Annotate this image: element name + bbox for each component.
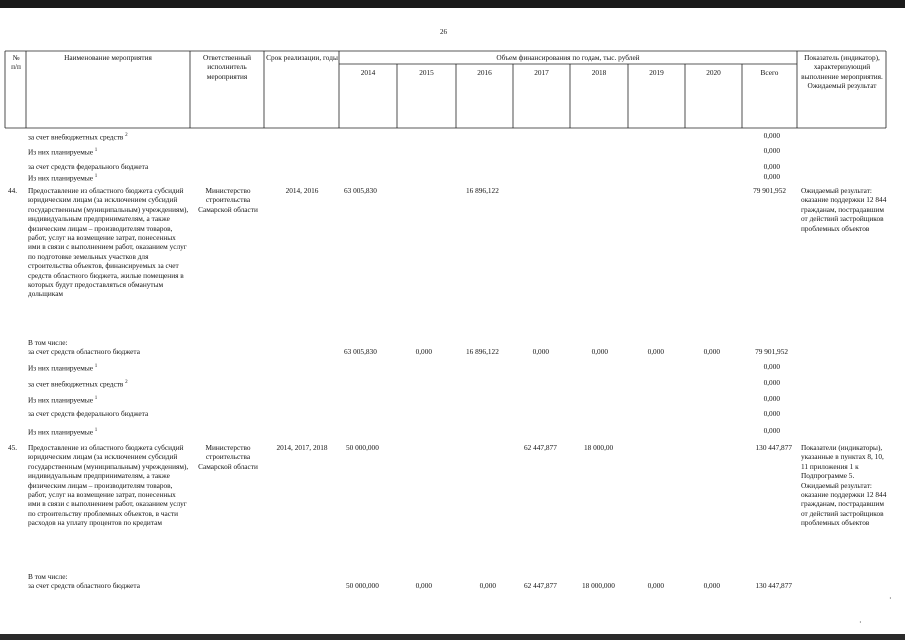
- regional-2020: 0,000: [703, 347, 720, 356]
- item-2014-value: 63 005,830: [344, 186, 377, 195]
- row-label: Из них планируемые $^1$: [28, 173, 98, 183]
- row-total: 0,000: [763, 162, 780, 171]
- regional-2014: 50 000,000: [346, 581, 379, 590]
- item-2018-value: 18 000,00: [584, 443, 614, 452]
- header-indicator: Показатель (индикатор), характеризующий выполнение мероприятия. Ожидаемый результат: [801, 53, 883, 91]
- regional-2019: 0,000: [647, 581, 664, 590]
- item-number: 45.: [8, 443, 18, 452]
- header-year: 2019: [649, 68, 664, 77]
- row-total: 0,000: [763, 394, 780, 403]
- row-label: Из них планируемые $^1$: [28, 395, 98, 405]
- regional-2017: 62 447,877: [524, 581, 557, 590]
- row-label: за счет средств федерального бюджета: [28, 409, 149, 418]
- regional-label: за счет средств областного бюджета: [28, 347, 140, 356]
- header-num: № п/п: [11, 53, 21, 72]
- page-number: 26: [440, 28, 447, 36]
- item-2017-value: 62 447,877: [524, 443, 557, 452]
- item-total: 79 901,952: [753, 186, 786, 195]
- regional-2015: 0,000: [415, 581, 432, 590]
- row-label: за счет внебюджетных средств $^2$: [28, 379, 128, 389]
- regional-2020: 0,000: [703, 581, 720, 590]
- item-indicator: Показатели (индикаторы), указанные в пунктах 8, 10, 11 приложения 1 к Подпрограмме 5. Ожидаемый результат: оказание поддержки 12 844 гражданам, пострадавшим от действий застройщиков проблемных объектов: [801, 443, 887, 528]
- item-term: 2014, 2016: [285, 186, 319, 195]
- regional-total: 79 901,952: [755, 347, 788, 356]
- regional-total: 130 447,877: [755, 581, 792, 590]
- row-label: за счет средств федерального бюджета: [28, 162, 149, 171]
- regional-2016: 0,000: [479, 581, 496, 590]
- regional-2015: 0,000: [415, 347, 432, 356]
- header-funding: Объем финансирования по годам, тыс. рублей: [496, 53, 640, 62]
- item-number: 44.: [8, 186, 18, 195]
- regional-2018: 18 000,000: [582, 581, 615, 590]
- scan-speck: ·: [889, 594, 892, 603]
- row-total: 0,000: [763, 409, 780, 418]
- item-total: 130 447,877: [755, 443, 792, 452]
- regional-2017: 0,000: [532, 347, 549, 356]
- in-that-label: В том числе:: [28, 572, 68, 581]
- header-year: 2018: [591, 68, 607, 77]
- row-total: 0,000: [763, 172, 780, 181]
- header-total: Всего: [760, 68, 779, 77]
- header-responsible: Ответственный исполнитель мероприятия: [202, 53, 252, 81]
- regional-2019: 0,000: [647, 347, 664, 356]
- item-responsible: Министерство строительства Самарской области: [198, 186, 258, 214]
- item-2016-value: 16 896,122: [466, 186, 499, 195]
- row-total: 0,000: [763, 146, 780, 155]
- scan-speck: ·: [859, 618, 862, 627]
- header-name: Наименование мероприятия: [64, 53, 152, 62]
- row-total: 0,000: [763, 131, 780, 140]
- header-year: 2014: [360, 68, 376, 77]
- regional-label: за счет средств областного бюджета: [28, 581, 140, 590]
- item-name: Предоставление из областного бюджета субсидий юридическим лицам (за исключением субсидий государственным (муниципальным) учреждениям), индивидуальным предпринимателям, а также физическим лицам – производителям товаров, работ, услуг на возмещение затрат, понесенных ими в связи с выполнением работ, оказанием услуг по подготовке земельных участков для строительства объектов, финансируемых за счет средств областного бюджета, жилые помещения в которых будут предоставляться обманутым дольщикам: [28, 186, 189, 299]
- regional-2018: 0,000: [591, 347, 608, 356]
- item-indicator: Ожидаемый результат: оказание поддержки 12 844 гражданам, пострадавшим от действий застройщиков проблемных объектов: [801, 186, 887, 233]
- header-term: Срок реализации, годы: [266, 53, 338, 62]
- row-total: 0,000: [763, 426, 780, 435]
- row-label: Из них планируемые $^1$: [28, 363, 98, 373]
- header-year: 2020: [706, 68, 721, 77]
- regional-2016: 16 896,122: [466, 347, 499, 356]
- item-responsible: Министерство строительства Самарской области: [198, 443, 258, 471]
- row-label: Из них планируемые $^1$: [28, 427, 98, 437]
- header-year: 2017: [534, 68, 549, 77]
- in-that-label: В том числе:: [28, 338, 68, 347]
- row-total: 0,000: [763, 362, 780, 371]
- item-term: 2014, 2017, 2018: [276, 443, 328, 452]
- item-2014-value: 50 000,000: [346, 443, 379, 452]
- header-year: 2016: [477, 68, 492, 77]
- header-year: 2015: [419, 68, 434, 77]
- regional-2014: 63 005,830: [344, 347, 377, 356]
- item-name: Предоставление из областного бюджета субсидий юридическим лицам (за исключением субсидий государственным (муниципальным) учреждениям), индивидуальным предпринимателям, а также физическим лицам – производителям товаров, работ, услуг на возмещение затрат, понесенных ими в связи с выполнением работ, оказанием услуг по строительству проблемных объектов, в части расходов на уплату процентов по кредитам: [28, 443, 189, 528]
- row-label: за счет внебюджетных средств $^2$: [28, 132, 128, 142]
- row-label: Из них планируемые $^1$: [28, 147, 98, 157]
- row-total: 0,000: [763, 378, 780, 387]
